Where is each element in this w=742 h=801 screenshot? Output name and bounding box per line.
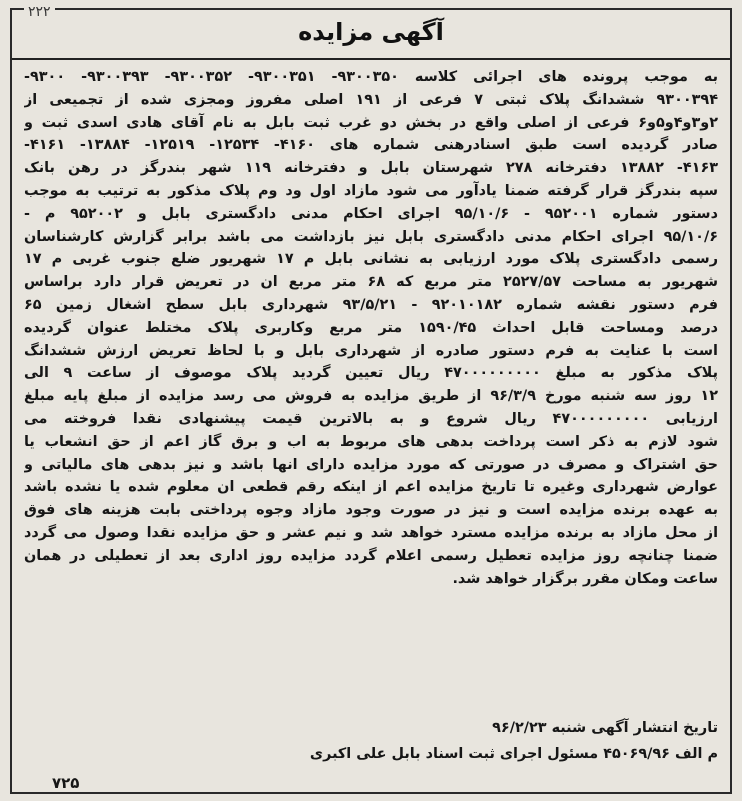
corner-number: ۲۲۲: [24, 4, 55, 20]
notice-body-line: ۹۳۰۰۳۹۴ ششدانگ پلاک ثبتی ۷ فرعی از ۱۹۱ اصلی مفروز ومجزی شده از تجمیعی از: [24, 91, 718, 108]
notice-body-line: است با عنایت به فرم دستور صادره از شهرداری بابل و با لحاظ تعریض ارزش ششدانگ: [24, 342, 718, 359]
notice-body-line: سپه بندرگز قرار گرفته ضمنا یادآور می شود مازاد اول ود وم پلاک مذکور به ترتیب به موجب: [24, 182, 718, 199]
page-number: ۷۲۵: [52, 774, 80, 792]
notice-body-line: به عهده برنده مزایده است و نیز در صورت وجود مازاد وجوه پرداختی بابت هزینه های فوق: [24, 502, 718, 519]
notice-body-line: ۱۲ روز سه شنبه مورخ ۹۶/۳/۹ از طریق مزایده به فروش می رسد مزایده از مبلغ پایه مبلغ: [24, 388, 718, 405]
notice-body-line: دستور شماره ۹۵۲۰۰۱ - ۹۵/۱۰/۶ اجرای احکام مدنی دادگستری بابل و ۹۵۲۰۰۲ م -: [24, 205, 718, 222]
notice-body-line: ارزیابی ۴۷۰۰۰۰۰۰۰۰۰ ریال شروع و به بالاترین قیمت پیشنهادی نقدا فروخته می: [24, 410, 718, 427]
notice-body: [24, 66, 718, 590]
notice-body-line: به موجب پرونده های اجرائی کلاسه ۹۳۰۰۳۵۰- ۹۳۰۰۳۵۱- ۹۳۰۰۳۵۲- ۹۳۰۰۳۹۳- ۹۳۰۰-: [24, 69, 718, 85]
notice-frame: [10, 4, 732, 794]
notice-body-line: صادر گردیده است طبق اسنادرهنی شماره های ۴۱۶۰- ۱۲۵۳۴- ۱۲۵۱۹- ۱۳۸۸۴- ۴۱۶۱-: [24, 137, 718, 154]
notice-title: آگهی مزایده: [298, 18, 444, 46]
notice-body-line: از محل مازاد به برنده مزایده مسترد خواهد شد و نیم عشر و حق مزایده نقدا وصول می گردد: [24, 524, 718, 541]
notice-body-line: پلاک مذکور به مبلغ ۴۷۰۰۰۰۰۰۰۰۰ ریال تعیین گردید پلاک موصوف از ساعت ۹ الی: [24, 365, 718, 382]
notice-body-line: ۲و۳و۴و۵و۶ فرعی از اصلی واقع در بخش دو غرب ثبت بابل به نام آقای هادی اسدی ثبت و: [24, 114, 718, 131]
notice-body-line: شود لازم به ذکر است پرداخت بدهی های مربوط به اب و برق گاز اعم از حق انشعاب یا: [24, 433, 718, 450]
notice-body-line: ضمنا چنانچه روز مزایده تعطیل رسمی اعلام گردد مزایده روز اداری بعد از تعطیلی در همان: [24, 547, 718, 564]
notice-body-line: فرم دستور نقشه شماره ۹۲۰۱۰۱۸۲ - ۹۳/۵/۲۱ شهرداری بابل سطح اشغال زمین ۶۵: [24, 296, 718, 313]
signature-line: م الف ۴۵۰۶۹/۹۶ مسئول اجرای ثبت اسناد بابل علی اکبری: [309, 746, 718, 762]
notice-body-line: ۹۵/۱۰/۶ اجرای احکام مدنی دادگستری بابل نیز بازداشت می باشد برابر گزارش کارشناسان: [24, 228, 718, 245]
notice-body-line: رسمی دادگستری پلاک مورد ارزیابی به نشانی بابل م ۱۷ شهریور ضلع جنوب غربی م ۱۷: [24, 251, 718, 268]
notice-body-line: شهریور به مساحت ۲۵۲۷/۵۷ متر مربع که ۶۸ متر مربع ان در تعریض قرار دارد براساس: [24, 274, 718, 291]
publish-date: تاریخ انتشار آگهی شنبه ۹۶/۲/۲۳: [492, 720, 718, 736]
notice-body-line: ۴۱۶۳- ۱۳۸۸۲ دفترخانه ۲۷۸ شهرستان بابل و دفترخانه ۱۱۹ شهر بندرگز در رهن بانک: [24, 160, 718, 177]
notice-body-line: درصد ومساحت قابل احداث ۱۵۹۰/۴۵ متر مربع وکاربری پلاک مختلط عنوان گردیده: [24, 319, 718, 336]
notice-body-line: عوارض شهرداری وغیره تا تاریخ مزایده اعم از اینکه رقم قطعی ان معلوم شده یا نشده باشد: [24, 479, 718, 496]
title-divider: [12, 58, 730, 60]
notice-body-line: حق اشتراک و مصرف در صورتی که مورد مزایده دارای انها باشد و نیز بدهی های مالیاتی و: [24, 456, 718, 473]
notice-body-line: ساعت ومکان مقرر برگزار خواهد شد.: [452, 570, 718, 587]
